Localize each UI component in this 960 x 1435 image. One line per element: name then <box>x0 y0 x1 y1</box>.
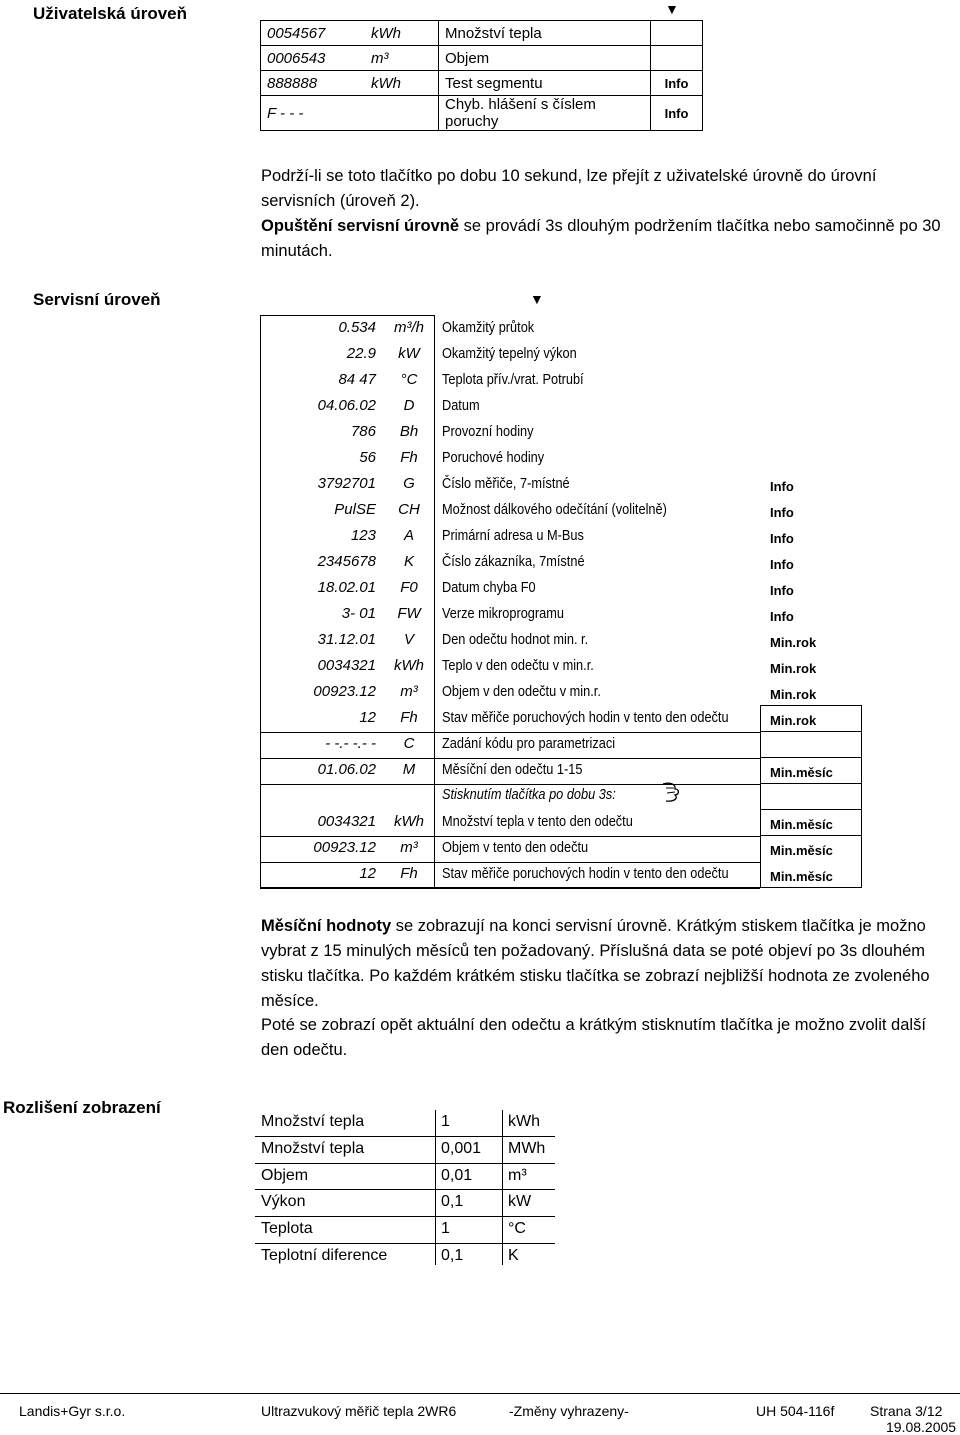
display-unit: Fh <box>400 865 418 882</box>
display-value: 00923.12 <box>313 683 376 700</box>
service-level-table <box>260 315 862 889</box>
footer-page: Strana 3/12 <box>870 1403 943 1419</box>
table-row <box>261 96 703 131</box>
row-description: Okamžitý tepelný výkon <box>442 346 577 362</box>
table-row <box>260 549 862 576</box>
display-unit: kWh <box>371 74 401 92</box>
row-description: Okamžitý průtok <box>442 320 535 336</box>
table-row <box>260 315 862 342</box>
paragraph-text: se zobrazují na konci servisní úrovně. Krátkým stiskem tlačítka je možno vybrat z 15 minulých měsíců ten požadovaný. Příslušná data se poté objeví po 3s dlouhém stisku tlačítka. Po každém krátkém stisku tlačítka se zobrazí nejbližší hodnota ze zvoleného měsíce. <box>261 917 930 1010</box>
display-unit: kW <box>398 345 420 362</box>
resolution-unit: m³ <box>508 1166 527 1184</box>
display-value: 0054567 <box>267 24 326 42</box>
row-description: Stav měřiče poruchových hodin v tento den odečtu <box>442 866 729 882</box>
display-value: 786 <box>350 423 376 440</box>
resolution-unit: °C <box>508 1220 526 1238</box>
display-unit: kWh <box>371 24 401 42</box>
display-value: PulSE <box>334 501 376 518</box>
display-value: 3- 01 <box>341 605 376 622</box>
table-row <box>260 471 862 498</box>
display-unit: FW <box>397 605 421 622</box>
resolution-value: 0,01 <box>441 1166 473 1184</box>
table-row <box>260 627 862 654</box>
display-unit: Fh <box>400 449 418 466</box>
row-description: Provozní hodiny <box>442 424 534 440</box>
table-row <box>255 1190 555 1217</box>
table-row <box>260 419 862 446</box>
display-unit: C <box>403 735 415 752</box>
display-unit: kWh <box>394 813 424 830</box>
row-description: Zadání kódu pro parametrizaci <box>442 736 616 752</box>
row-tag: Min.rok <box>770 635 817 650</box>
row-tag: Info <box>651 96 703 131</box>
row-description: Chyb. hlášení s číslem poruchy <box>439 96 651 131</box>
quantity-name: Množství tepla <box>261 1139 365 1157</box>
row-description: Měsíční den odečtu 1-15 <box>442 762 583 778</box>
display-value: 2345678 <box>317 553 376 570</box>
row-tag: Min.rok <box>770 713 817 728</box>
display-value: 3792701 <box>317 475 376 492</box>
row-description: Číslo zákazníka, 7místné <box>442 554 585 570</box>
row-description: Možnost dálkového odečítání (volitelně) <box>442 502 667 518</box>
resolution-value: 1 <box>441 1220 450 1238</box>
display-unit: m³ <box>400 839 418 856</box>
display-unit: CH <box>398 501 420 518</box>
footer-date: 19.08.2005 <box>886 1419 957 1435</box>
display-value: 31.12.01 <box>317 631 376 648</box>
row-description: Objem <box>439 46 651 71</box>
row-description: Objem v den odečtu v min.r. <box>442 684 601 700</box>
display-unit: K <box>403 553 414 570</box>
table-row <box>260 367 862 394</box>
display-unit: m³/h <box>394 319 424 336</box>
display-unit: D <box>403 397 415 414</box>
row-tag: Info <box>770 505 794 520</box>
display-unit: kWh <box>394 657 424 674</box>
display-value: 84 47 <box>338 371 376 388</box>
display-unit: m³ <box>400 683 418 700</box>
display-unit: V <box>403 631 414 648</box>
resolution-unit: K <box>508 1246 519 1264</box>
user-level-table <box>260 20 703 131</box>
table-row <box>261 21 703 46</box>
footer-product: Ultrazvukový měřič tepla 2WR6 <box>261 1403 457 1419</box>
table-row <box>260 445 862 472</box>
table-row <box>260 679 862 706</box>
display-value: 22.9 <box>346 345 376 362</box>
table-row <box>260 575 862 602</box>
resolution-unit: MWh <box>508 1139 546 1157</box>
display-value: 0.534 <box>338 319 376 336</box>
display-value: 0034321 <box>317 813 376 830</box>
footer-divider <box>0 1393 960 1394</box>
row-description: Teplota přív./vrat. Potrubí <box>442 372 584 388</box>
row-tag: Min.rok <box>770 687 817 702</box>
display-value: 01.06.02 <box>317 761 376 778</box>
section-user-level: Uživatelská úroveň <box>33 4 188 23</box>
table-row <box>261 46 703 71</box>
display-unit: M <box>402 761 416 778</box>
display-unit: Bh <box>399 423 419 440</box>
resolution-value: 0,001 <box>441 1139 482 1157</box>
paragraph-return: Poté se zobrazí opět aktuální den odečtu a krátkým stisknutím tlačítka je možno zvolit další den odečtu. <box>261 1016 926 1059</box>
row-tag: Min.měsíc <box>770 869 833 884</box>
paragraph-bold: Opuštění servisní úrovně <box>261 217 460 235</box>
table-row <box>260 523 862 550</box>
row-tag: Info <box>651 71 703 96</box>
display-unit: A <box>403 527 414 544</box>
row-tag: Info <box>770 557 794 572</box>
resolution-value: 0,1 <box>441 1193 464 1211</box>
table-row <box>255 1244 555 1270</box>
paragraph-service-entry: Podrží-li se toto tlačítko po dobu 10 sekund, lze přejít z uživatelské úrovně do úrovní servisních (úroveň 2). <box>261 167 877 210</box>
table-row <box>260 393 862 420</box>
row-description: Množství tepla <box>439 21 651 46</box>
display-value: 12 <box>359 709 376 726</box>
section-service-level: Servisní úroveň <box>33 290 161 309</box>
footer-note: -Změny vyhrazeny- <box>509 1403 629 1419</box>
quantity-name: Výkon <box>261 1193 306 1211</box>
row-tag: Info <box>770 479 794 494</box>
display-unit: G <box>403 475 415 492</box>
quantity-name: Teplotní diference <box>261 1246 388 1264</box>
press-note: Stisknutím tlačítka po dobu 3s: <box>442 787 616 803</box>
table-row <box>261 71 703 96</box>
resolution-value: 1 <box>441 1113 450 1130</box>
row-tag: Info <box>770 531 794 546</box>
row-description: Datum <box>442 398 480 414</box>
table-row <box>260 653 862 680</box>
row-tag <box>651 46 703 71</box>
row-tag: Min.měsíc <box>770 765 833 780</box>
row-tag <box>651 21 703 46</box>
table-row <box>255 1137 555 1164</box>
table-row <box>260 601 862 628</box>
quantity-name: Objem <box>261 1166 309 1184</box>
row-description: Den odečtu hodnot min. r. <box>442 632 589 648</box>
display-value: 123 <box>350 527 376 544</box>
footer-doc-number: UH 504-116f <box>756 1403 835 1419</box>
down-arrow-icon: ▼ <box>530 291 544 307</box>
row-description: Test segmentu <box>439 71 651 96</box>
row-tag: Min.rok <box>770 661 817 676</box>
display-value: 04.06.02 <box>317 397 376 414</box>
paragraph-text: se provádí 3s dlouhým podržením tlačítka nebo samočinně po 30 minutách. <box>261 217 941 260</box>
paragraph-bold: Měsíční hodnoty <box>261 917 392 935</box>
table-row <box>255 1110 555 1137</box>
table-row <box>255 1217 555 1244</box>
display-value: 00923.12 <box>313 839 376 856</box>
section-display-resolution: Rozlišení zobrazení <box>3 1098 161 1117</box>
paragraph-service-exit <box>261 214 956 264</box>
resolution-unit: kW <box>508 1193 532 1211</box>
paragraph-monthly-values <box>261 914 956 1014</box>
resolution-unit: kWh <box>508 1113 540 1130</box>
display-unit: m³ <box>371 49 389 67</box>
table-row <box>260 497 862 524</box>
display-value: 18.02.01 <box>317 579 376 596</box>
quantity-name: Množství tepla <box>261 1113 365 1130</box>
row-tag: Info <box>770 609 794 624</box>
display-value: 0006543 <box>267 49 326 67</box>
row-tag: Min.měsíc <box>770 843 833 858</box>
row-description: Verze mikroprogramu <box>442 606 564 622</box>
row-description: Množství tepla v tento den odečtu <box>442 814 633 830</box>
row-description: Číslo měřiče, 7-místné <box>442 476 570 492</box>
display-value: 0034321 <box>317 657 376 674</box>
quantity-name: Teplota <box>261 1220 313 1238</box>
row-description: Objem v tento den odečtu <box>442 840 589 856</box>
display-value: - -.- -.- - <box>325 735 376 752</box>
display-unit: F0 <box>400 579 418 596</box>
row-tag: Info <box>770 583 794 598</box>
display-unit: Fh <box>400 709 418 726</box>
footer-company: Landis+Gyr s.r.o. <box>19 1403 126 1419</box>
display-value: F - - - <box>267 104 304 122</box>
table-row <box>255 1164 555 1191</box>
row-description: Poruchové hodiny <box>442 450 545 466</box>
row-tag: Min.měsíc <box>770 817 833 832</box>
row-description: Stav měřiče poruchových hodin v tento den odečtu <box>442 710 729 726</box>
row-description: Primární adresa u M-Bus <box>442 528 584 544</box>
resolution-value: 0,1 <box>441 1246 464 1264</box>
resolution-table <box>255 1110 555 1270</box>
display-unit: °C <box>400 371 418 388</box>
row-description: Teplo v den odečtu v min.r. <box>442 658 594 674</box>
display-value: 888888 <box>267 74 318 92</box>
row-description: Datum chyba F0 <box>442 580 536 596</box>
table-row <box>260 341 862 368</box>
display-value: 12 <box>359 865 376 882</box>
down-arrow-icon: ▼ <box>665 1 679 17</box>
display-value: 56 <box>359 449 376 466</box>
